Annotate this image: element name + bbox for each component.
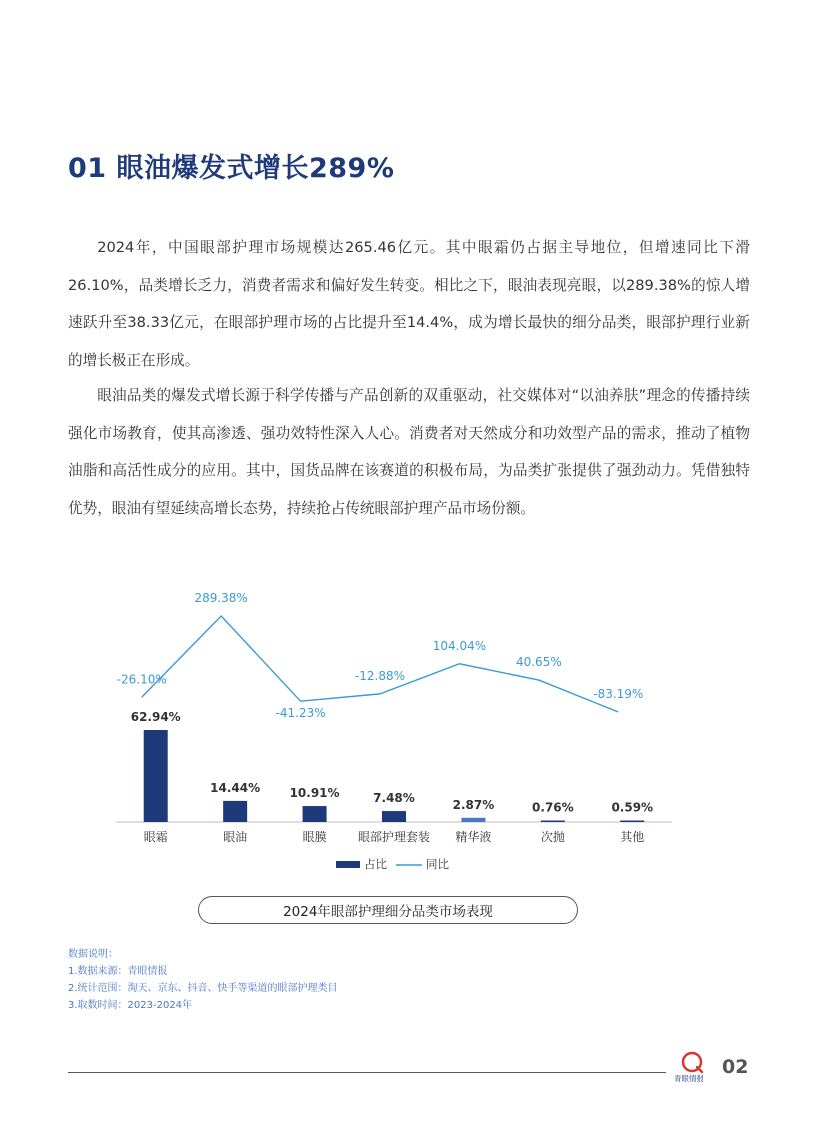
- bar-1: [223, 801, 247, 822]
- notes-source: 1.数据来源：青眼情报: [68, 966, 168, 977]
- category-label-3: 眼部护理套装: [357, 830, 431, 844]
- paragraph-1: [68, 229, 750, 379]
- footer-divider: [68, 1072, 666, 1073]
- line-label-5: 40.65%: [515, 655, 562, 670]
- line-label-1: 289.38%: [194, 591, 248, 605]
- bar-label-1: 14.44%: [210, 780, 261, 795]
- paragraph-2: [68, 377, 750, 527]
- paragraph-1-text: 2024年，中国眼部护理市场规模达265.46亿元。其中眼霜仍占据主导地位，但增速同比下滑26.10%，品类增长乏力，消费者需求和偏好发生转变。相比之下，眼油表现亮眼，以289.38%的惊人增速跃升至38.33亿元，在眼部护理市场的占比提升至14.4%，成为增长最快的细分品类，眼部护理行业新的增长极正在形成。: [68, 239, 750, 369]
- category-label-4: 精华液: [455, 830, 492, 844]
- bar-5: [541, 821, 565, 823]
- line-label-0: -26.10%: [116, 672, 167, 687]
- bar-2: [303, 806, 327, 822]
- category-label-5: 次抛: [540, 830, 565, 844]
- notes-period: 3.取数时间：2023-2024年: [68, 1000, 193, 1011]
- logo-text: 青眼情报: [674, 1074, 704, 1083]
- chart: [0, 580, 816, 880]
- bar-label-3: 7.48%: [373, 791, 415, 806]
- category-label-6: 其他: [620, 830, 645, 844]
- legend-bar-swatch: [336, 861, 360, 868]
- category-label-0: 眼霜: [143, 830, 168, 844]
- bar-4: [461, 818, 485, 822]
- legend-bar-label: 占比: [364, 857, 387, 871]
- bar-6: [620, 821, 644, 823]
- category-label-1: 眼油: [223, 830, 248, 844]
- line-label-6: -83.19%: [593, 687, 644, 701]
- line-label-3: -12.88%: [354, 668, 406, 683]
- bar-3: [382, 811, 406, 822]
- bar-label-5: 0.76%: [532, 800, 574, 815]
- data-notes: [68, 946, 338, 1014]
- bar-label-4: 2.87%: [452, 797, 495, 812]
- category-label-2: 眼膜: [302, 830, 327, 844]
- notes-scope: 2.统计范围：淘天、京东、抖音、快手等渠道的眼部护理类目: [68, 983, 338, 994]
- bar-label-6: 0.59%: [611, 800, 654, 815]
- bar-label-0: 62.94%: [130, 710, 181, 724]
- bar-label-2: 10.91%: [289, 786, 340, 801]
- bar-0: [144, 730, 168, 822]
- page-number: 02: [722, 1056, 749, 1078]
- notes-heading: 数据说明：: [68, 949, 118, 960]
- chart-caption: 2024年眼部护理细分品类市场表现: [198, 896, 578, 924]
- paragraph-2-text: 眼油品类的爆发式增长源于科学传播与产品创新的双重驱动，社交媒体对“以油养肤”理念的传播持续强化市场教育，使其高渗透、强功效特性深入人心。消费者对天然成分和功效型产品的需求，推动了植物油脂和高活性成分的应用。其中，国货品牌在该赛道的积极布局，为品类扩张提供了强劲动力。凭借独特优势，眼油有望延续高增长态势，持续抢占传统眼部护理产品市场份额。: [68, 387, 751, 517]
- line-label-2: -41.23%: [275, 706, 326, 721]
- legend-line-label: 同比: [426, 857, 449, 871]
- line-label-4: 104.04%: [432, 638, 487, 653]
- page-title: 01 眼油爆发式增长289%: [68, 153, 395, 184]
